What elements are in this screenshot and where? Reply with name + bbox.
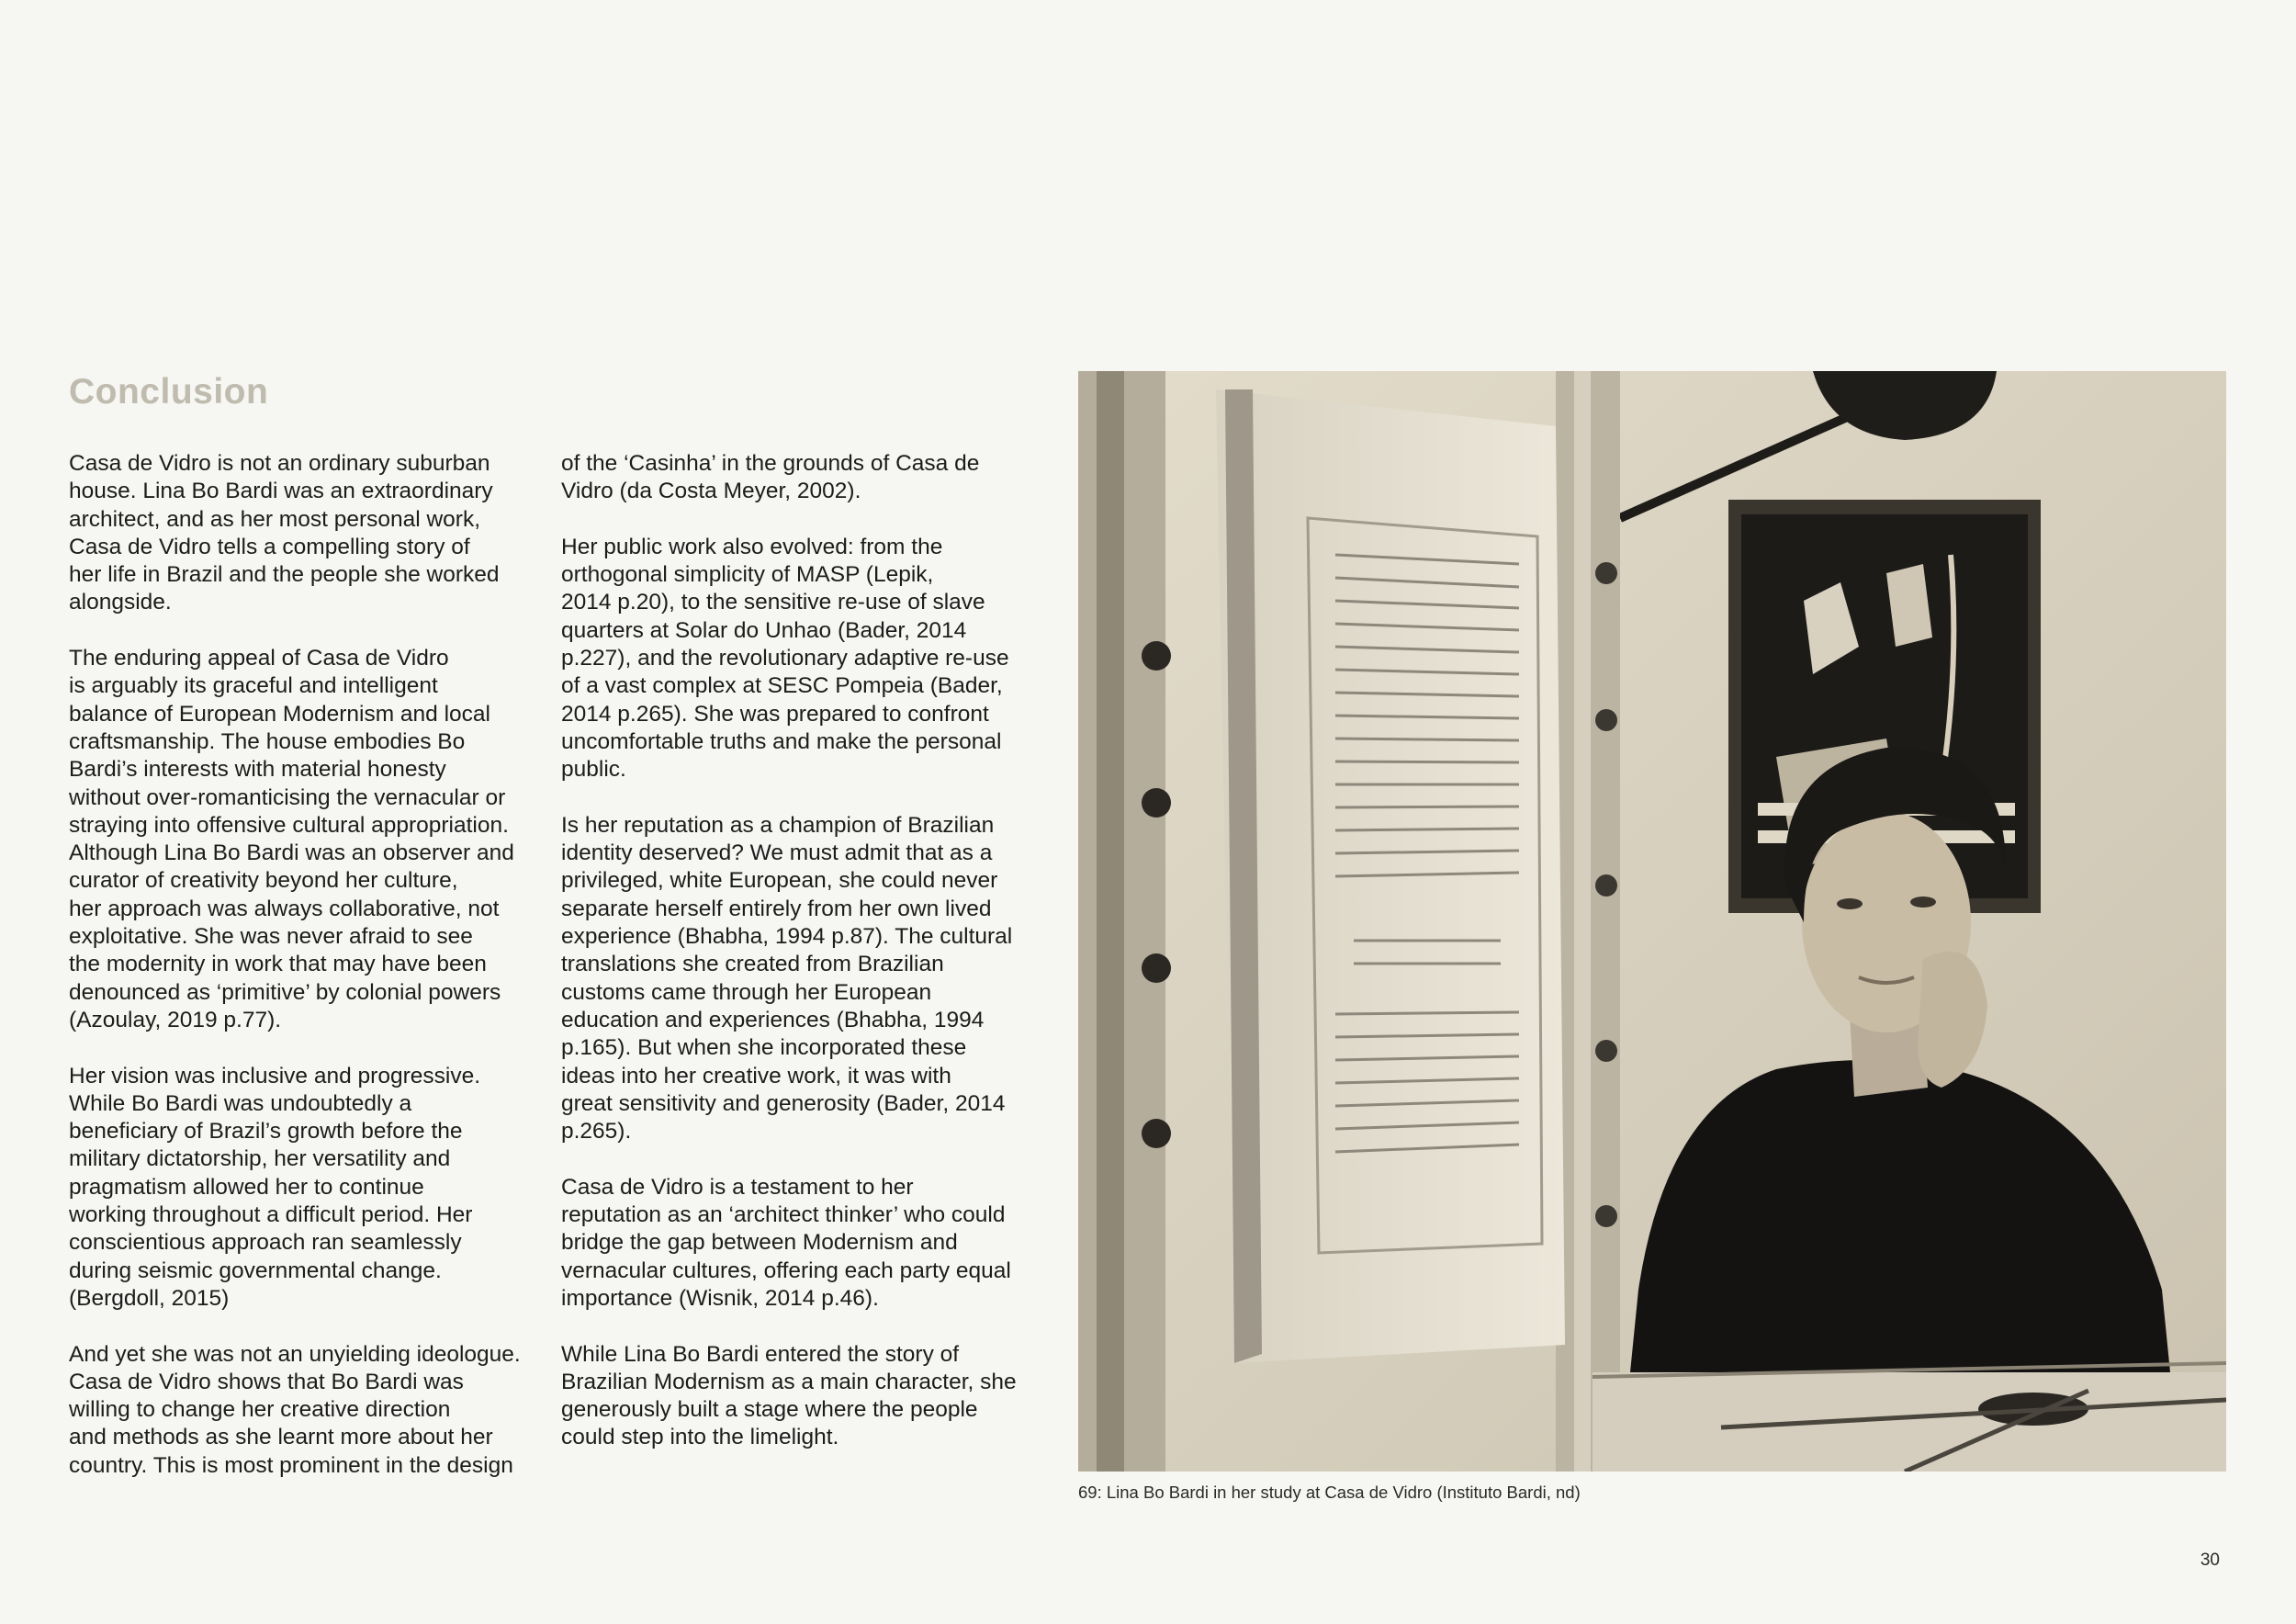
- paragraph: The enduring appeal of Casa de Vidro is arguably its graceful and intelligent balance of European Modernism and local craftsmanship. The house embodies Bo Bardi’s interests with material honesty without over-romanticising the vernacular or straying into offensive cultural appropriation. Although Lina Bo Bardi was an observer and curator of creativity beyond her culture, her approach was always collaborative, not exploitative. She was never afraid to see the modernity in work that may have been denounced as ‘primitive’ by colonial powers (Azoulay, 2019 p.77).: [69, 646, 514, 1032]
- paragraph: Casa de Vidro is a testament to her reputation as an ‘architect thinker’ who could bridge the gap between Modernism and vernacular cultures, offering each party equal importance (Wisnik, 2014 p.46).: [561, 1174, 1011, 1311]
- paragraph: Is her reputation as a champion of Brazilian identity deserved? We must admit that as a privileged, white European, she could never separate herself entirely from her own lived experience (Bhabha, 1994 p.87). The cultural translations she created from Brazilian customs came through her European education and experiences (Bhabha, 1994 p.165). But when she incorporated these ideas into her creative work, it was with great sensitivity and generosity (Bader, 2014 p.265).: [561, 812, 1013, 1145]
- paragraph: Her public work also evolved: from the orthogonal simplicity of MASP (Lepik, 2014 p.20), to the sensitive re-use of slave quarters at Solar do Unhao (Bader, 2014 p.227), and the revolutionary adaptive re-use of a vast complex at SESC Pompeia (Bader, 2014 p.265). She was prepared to confront uncomfortable truths and make the personal public.: [561, 534, 1009, 783]
- paragraph: And yet she was not an unyielding ideologue. Casa de Vidro shows that Bo Bardi was willing to change her creative direction and methods as she learnt more about her country. This is most prominent in the design: [69, 1341, 521, 1478]
- paragraph: Casa de Vidro is not an ordinary suburban house. Lina Bo Bardi was an extraordinary architect, and as her most personal work, Casa de Vidro tells a compelling story of her life in Brazil and the people she worked alongside.: [69, 451, 500, 615]
- text-column-left: [69, 450, 565, 1507]
- paragraph: While Lina Bo Bardi entered the story of Brazilian Modernism as a main character, she generously built a stage where the people could step into the limelight.: [561, 1341, 1017, 1450]
- paragraph: of the ‘Casinha’ in the grounds of Casa de Vidro (da Costa Meyer, 2002).: [561, 451, 980, 504]
- photo-illustration: [1078, 371, 2226, 1472]
- text-column-middle: [561, 450, 1057, 1480]
- page-number: 30: [2200, 1551, 2220, 1570]
- photo-caption: 69: Lina Bo Bardi in her study at Casa de Vidro (Instituto Bardi, nd): [1078, 1483, 1581, 1502]
- paragraph: Her vision was inclusive and progressive. While Bo Bardi was undoubtedly a beneficiary of Brazil’s growth before the military dictatorship, her versatility and pragmatism allowed her to continue working throughout a difficult period. Her conscientious approach ran seamlessly during seismic governmental change. (Bergdoll, 2015): [69, 1063, 480, 1311]
- photo-lina-bo-bardi: [1078, 371, 2226, 1472]
- section-heading: Conclusion: [69, 372, 269, 412]
